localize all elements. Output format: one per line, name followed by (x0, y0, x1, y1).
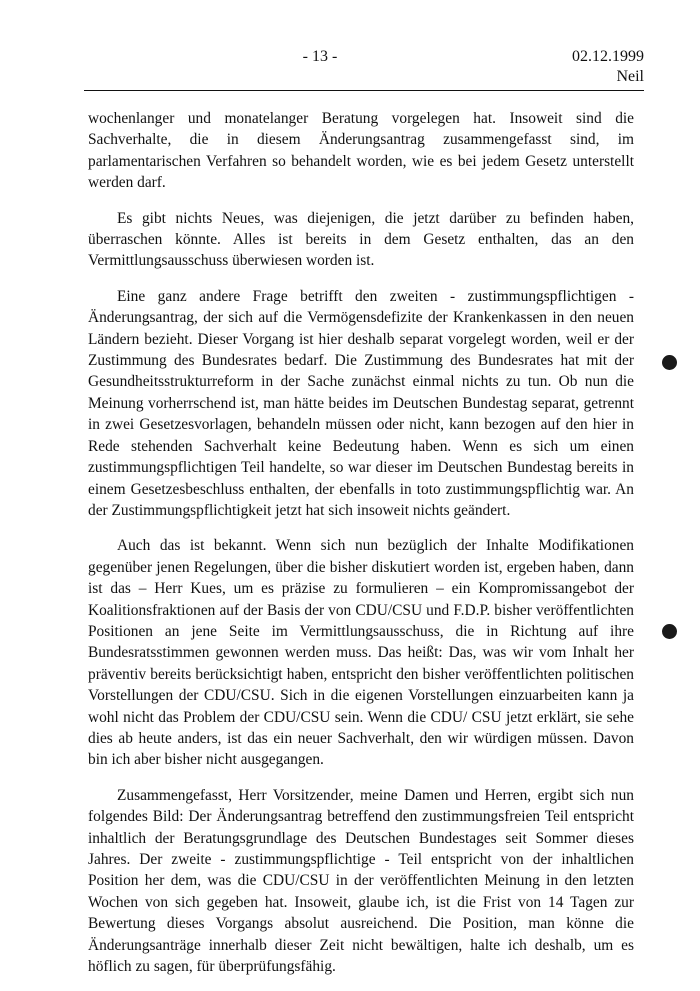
paragraph: wochenlanger und monatelanger Beratung vorgelegen hat. Insoweit sind die Sachverhalte, die in diesem Änderungsantrag zusammengefasst sind, im parlamentarischen Verfahren so behandelt worden, wie es bei jedem Gesetz unterstellt werden darf. (88, 110, 634, 192)
page-number: - 13 - (302, 48, 338, 65)
paragraph: Auch das ist bekannt. Wenn sich nun bezüglich der Inhalte Modifikationen gegenüber jenen Regelungen, über die bisher diskutiert worden ist, ergeben haben, dann ist das – Herr Kues, um es präzise zu formulieren – ein Kompromissangebot der Koalitionsfraktionen auf der Basis der von CDU/CSU und F.D.P. bisher veröffentlichten Positionen an jene Seite im Vermittlungsausschuss, die in Richtung auf ihre Bundesratsstimmen gewonnen werden muss. Das heißt: Das, was wir vom Inhalt her präventiv bereits berücksichtigt haben, entspricht den bisher veröffentlichten politischen Vorstellungen der CDU/CSU. Sich in die eigenen Vorstellungen einzuarbeiten kann ja wohl nicht das Problem der CDU/CSU sein. Wenn die CDU/ CSU jetzt erklärt, sie sehe dies ab heute anders, ist das ein neuer Sachverhalt, den wir würdigen müssen. Davon bin ich aber bisher nicht ausgegangen. (88, 537, 634, 769)
speaker-name: Neil (616, 68, 644, 85)
paragraph: Eine ganz andere Frage betrifft den zweiten - zustimmungspflichtigen - Änderungsantrag, der sich auf die Vermögensdefizite der Krankenkassen in den neuen Ländern bezieht. Dieser Vorgang ist hier deshalb separat vorgelegt worden, weil er der Zustimmung des Bundesrates bedarf. Die Zustimmung des Bundesrates hat mit der Gesundheitsstrukturreform in der Sache zunächst einmal nichts zu tun. Ob nun die Meinung vorherrschend ist, man hätte beides im Deutschen Bundestag separat, getrennt in zwei Gesetzesvorlagen, behandeln müssen oder nicht, kann bezogen auf den hier in Rede stehenden Sachverhalt keine Bedeutung haben. Wenn es sich um einen zustimmungspflichtigen Teil handelte, so war dieser im Deutschen Bundestag bereits in einem Gesetzesbeschluss enthalten, der ebenfalls in toto zustimmungspflichtig war. An der Zustimmungspflichtigkeit jetzt hat sich insoweit nichts geändert. (88, 287, 634, 519)
punch-hole (662, 355, 677, 370)
paragraph: Zusammengefasst, Herr Vorsitzender, meine Damen und Herren, ergibt sich nun folgendes Bild: Der Änderungsantrag betreffend den zustimmungsfreien Teil entspricht inhaltlich der Beratungsgrundlage des Deutschen Bundestages seit Sommer dieses Jahres. Der zweite - zustimmungspflichtige - Teil entspricht von der inhaltlichen Position her dem, was die CDU/CSU in der veröffentlichten Meinung in den letzten Wochen von sich gegeben hat. Insoweit, glaube ich, ist die Frist von 14 Tagen zur Bewertung dieses Vorgangs absolut ausreichend. Die Position, man könne die Änderungsanträge innerhalb dieser Zeit nicht bewältigen, halte ich deshalb, um es höflich zu sagen, für überprüfungsfähig. (88, 786, 634, 976)
header-rule (84, 90, 644, 91)
punch-hole (662, 624, 677, 639)
paragraph: Es gibt nichts Neues, was diejenigen, die jetzt darüber zu befinden haben, überraschen könnte. Alles ist bereits in dem Gesetz enthalten, das an den Vermittlungsausschuss überwiesen worden ist. (88, 209, 634, 270)
body-text (88, 108, 634, 991)
document-date: 02.12.1999 (572, 48, 644, 65)
